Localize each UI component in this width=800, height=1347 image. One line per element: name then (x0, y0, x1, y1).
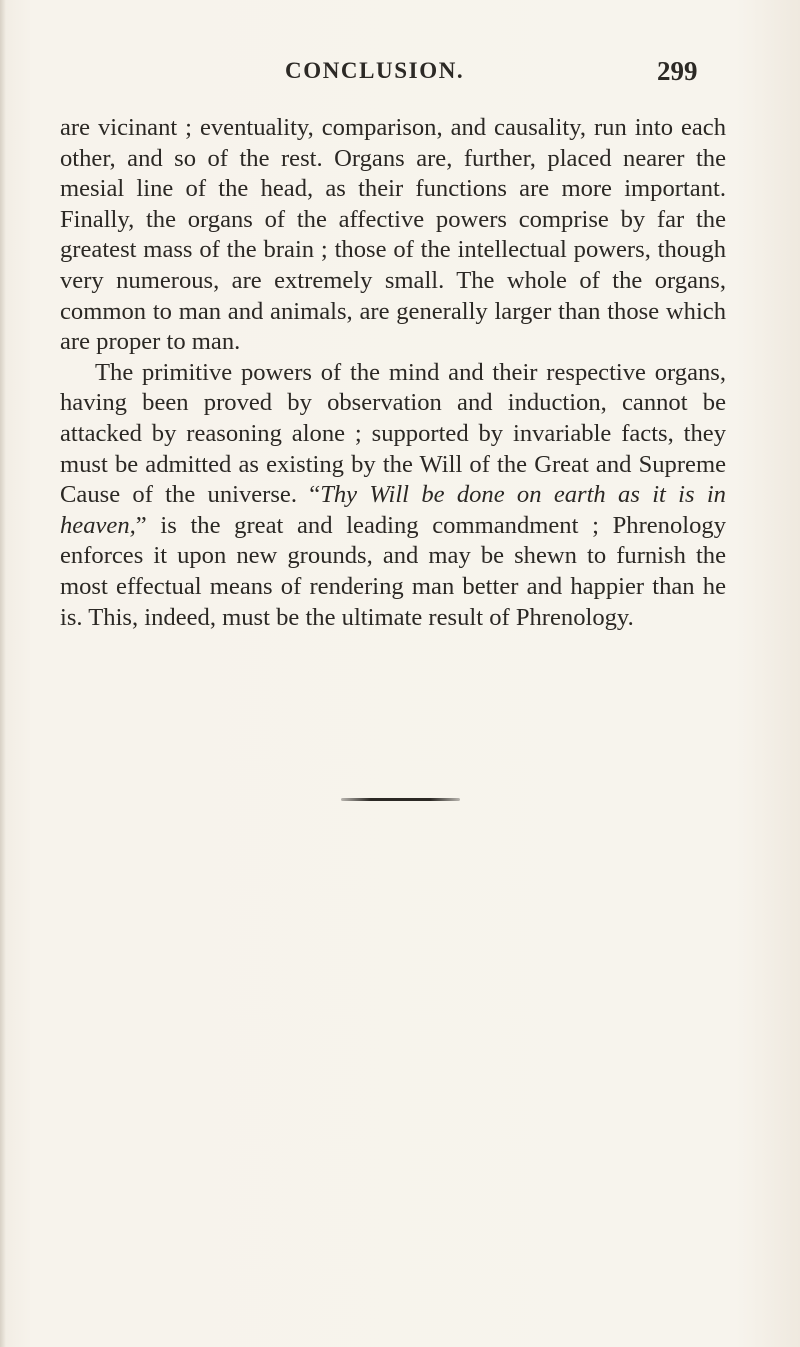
paragraph-2 (60, 358, 726, 633)
section-end-rule (341, 798, 460, 801)
scripture-quote: Thy Will be done on earth as it is in heaven, (60, 481, 726, 539)
paragraph-2-text-before-quote: The primitive powers of the mind and their respective organs, having been proved by observation and induction, cannot be attacked by reasoning alone ; supported by invariable facts, they must be admitted as existing by the Will of the Great and Supreme Cause of the universe. “ (60, 358, 726, 509)
running-head: CONCLUSION. (285, 58, 465, 83)
paragraph-2-text-after-quote: ” is the great and leading commandment ; Phrenology enforces it upon new grounds, and may be shewn to furnish the most effectual means of rendering man better and happier than he is. This, indeed, must be the ultimate result of Phrenology. (60, 511, 726, 631)
body-text (60, 113, 726, 633)
page-number: 299 (657, 56, 698, 86)
page-header (0, 56, 800, 92)
paragraph-1: are vicinant ; eventuality, comparison, and causality, run into each other, and so of the rest. Organs are, further, placed nearer the mesial line of the head, as their functions are more important. Finally, the organs of the affective powers comprise by far the greatest mass of the brain ; those of the intellectual powers, though very numerous, are extremely small. The whole of the organs, common to man and animals, are generally larger than those which are proper to man. (60, 114, 726, 356)
page-gutter-shadow (0, 0, 6, 1347)
